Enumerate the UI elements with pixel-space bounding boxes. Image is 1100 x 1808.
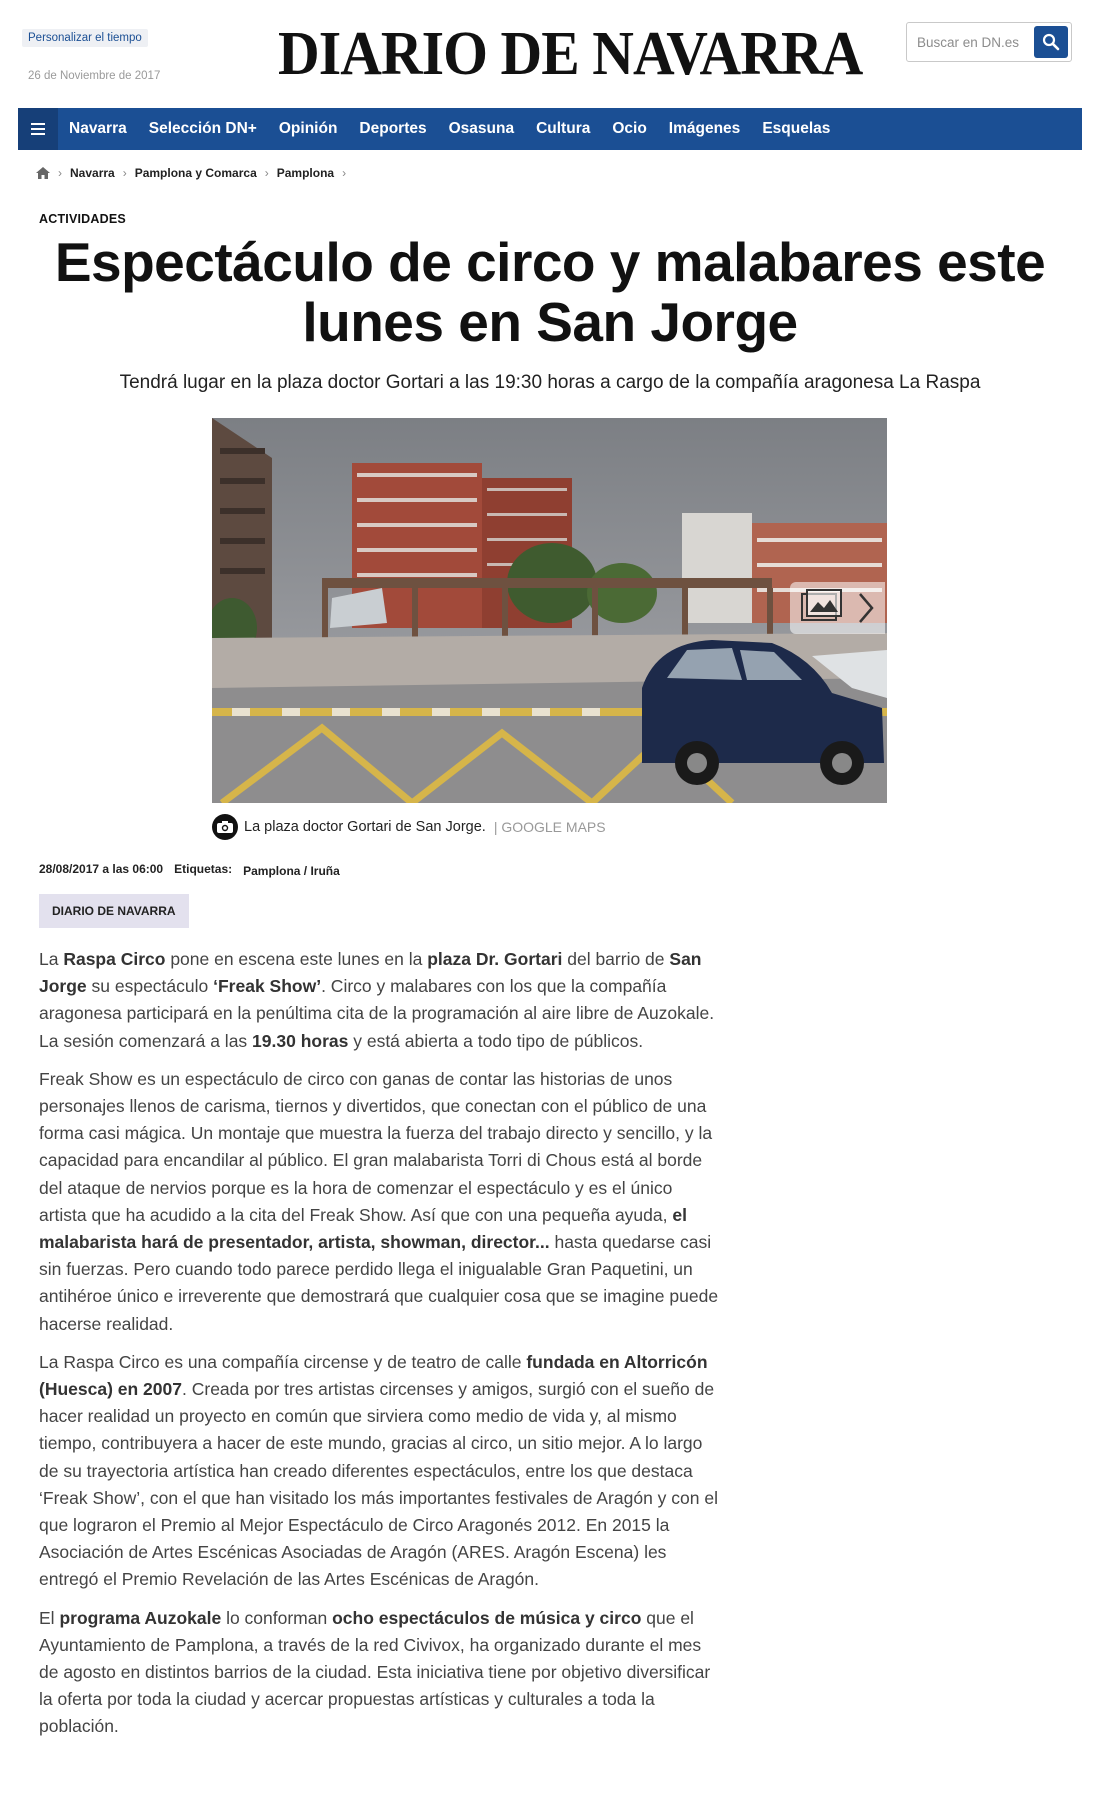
photo-caption [212,814,606,840]
article-meta [39,862,340,876]
breadcrumb [36,166,354,180]
top-bar [0,0,1100,108]
search-icon [1042,33,1060,51]
street-view-image [212,418,887,803]
nav-item-navarra[interactable]: Navarra [69,120,127,137]
search-button[interactable] [1034,26,1068,58]
paragraph-3: La Raspa Circo es una compañía circense y de teatro de calle fundada en Altorricón (Huesca) en 2007. Creada por tres artistas circenses y amigos, surgió con el sueño de hacer realidad un proyecto en común que sirviera como medio de vida y, al mismo tiempo, contribuyera a hacer de este mundo, gracias al circo, un sitio mejor. A lo largo de su trayectoria artística han creado diferentes espectáculos, entre los que destaca ‘Freak Show’, con el que han visitado los más importantes festivales de Aragón y con el que lograron el Premio al Mejor Espectáculo de Circo Aragonés 2012. En 2015 la Asociación de Artes Escénicas Asociadas de Aragón (ARES. Aragón Escena) les entregó el Premio Revelación de las Artes Escénicas de Aragón. [39,1351,718,1590]
chevron-right-icon: › [122,166,127,180]
breadcrumb-item-navarra[interactable]: Navarra [70,166,115,180]
search-input[interactable] [907,23,1031,61]
section-label[interactable]: ACTIVIDADES [39,212,126,226]
article-photo[interactable] [212,418,887,803]
publish-datetime: 28/08/2017 a las 06:00 [39,862,164,876]
breadcrumb-item-pamplona[interactable]: Pamplona [276,166,335,180]
paragraph-4: El programa Auzokale lo conforman ocho espectáculos de música y circo que el Ayuntamiento de Pamplona, a través de la red Civivox, ha organizado durante el mes de agosto en distintos barrios de la ciudad. Esta iniciativa tiene por objetivo diversificar la oferta por toda la ciudad y acercar propuestas artísticas y culturales a toda la población. [39,1607,711,1737]
nav-item-ocio[interactable]: Ocio [612,120,647,137]
site-logo[interactable]: DIARIO DE NAVARRA [278,20,863,88]
chevron-right-icon: › [342,166,347,180]
home-icon[interactable] [36,167,50,179]
source-badge: DIARIO DE NAVARRA [39,894,189,928]
gallery-icon [790,582,885,634]
nav-item-seleccion-dn[interactable]: Selección DN+ [148,120,257,137]
article-title: Espectáculo de circo y malabares este lunes en San Jorge [54,231,1046,353]
caption-source: | GOOGLE MAPS [493,819,606,835]
search-box [906,22,1072,62]
article-body [39,946,719,1752]
nav-item-esquelas[interactable]: Esquelas [762,120,831,137]
nav-item-cultura[interactable]: Cultura [536,120,591,137]
tag-link[interactable]: Pamplona / Iruña [243,864,340,878]
hamburger-icon [31,123,45,135]
chevron-right-icon: › [264,166,269,180]
menu-button[interactable] [18,108,58,150]
paragraph-2: Freak Show es un espectáculo de circo con ganas de contar las historias de unos personajes llenos de carisma, tiernos y divertidos, que conectan con el público de una forma casi mágica. Un montaje que muestra la fuerza del trabajo directo y sencillo, y la capacidad para encandilar al público. El gran malabarista Torri di Chous está al borde del ataque de nervios porque es la hora de comenzar el espectáculo y es el único artista que ha acudido a la cita del Freak Show. Así que con una pequeña ayuda, el malabarista hará de presentador, artista, showman, director... hasta quedarse casi sin fuerzas. Pero cuando todo parece perdido llega el inigualable Gran Paquetini, un antihéroe único e irreverente que demostrará que cualquier cosa que se imagine puede hacerse realidad. [39,1068,719,1334]
nav-item-deportes[interactable]: Deportes [359,120,427,137]
camera-icon [212,814,238,840]
nav-item-imagenes[interactable]: Imágenes [668,120,741,137]
breadcrumb-item-pamplona-comarca[interactable]: Pamplona y Comarca [134,166,257,180]
tags-label: Etiquetas: [174,862,233,876]
nav-item-opinion[interactable]: Opinión [278,120,338,137]
chevron-right-icon: › [58,166,62,180]
article-subtitle: Tendrá lugar en la plaza doctor Gortari a las 19:30 horas a cargo de la compañía aragonesa La Raspa [119,372,981,393]
weather-settings-link[interactable]: Personalizar el tiempo [22,29,148,47]
nav-item-osasuna[interactable]: Osasuna [448,120,515,137]
paragraph-1: La Raspa Circo pone en escena este lunes en la plaza Dr. Gortari del barrio de San Jorge su espectáculo ‘Freak Show’. Circo y malabares con los que la compañía aragonesa participará en la penúltima cita de la programación al aire libre de Auzokale. La sesión comenzará a las 19.30 horas y está abierta a todo tipo de públicos. [39,949,715,1051]
gallery-next-button[interactable] [790,582,885,634]
current-date: 26 de Noviembre de 2017 [28,70,161,82]
main-nav [18,108,1082,150]
caption-text: La plaza doctor Gortari de San Jorge. [244,819,486,835]
